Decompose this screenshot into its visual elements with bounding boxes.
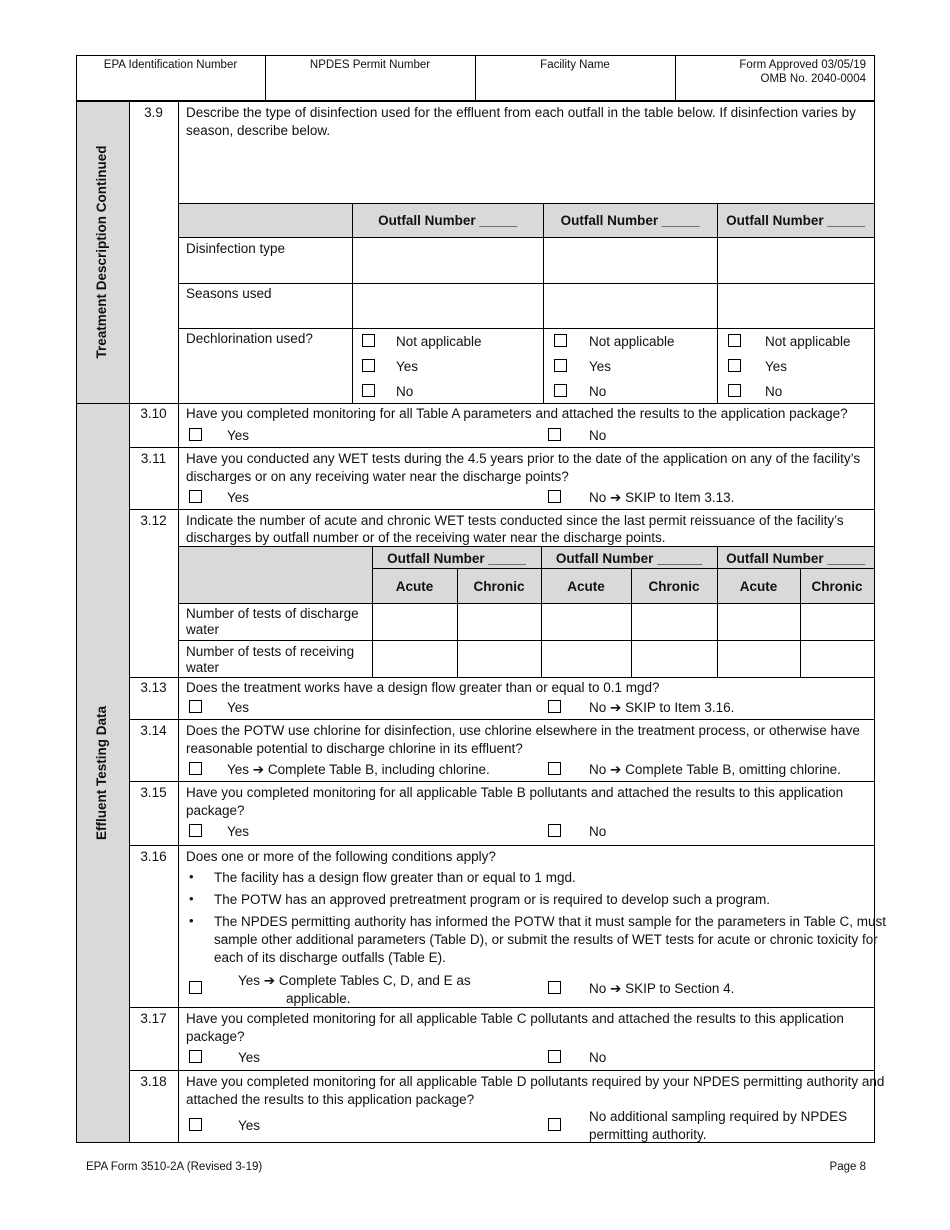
checkbox-yes[interactable] xyxy=(554,359,567,372)
option-label: Yes xyxy=(589,359,612,374)
checkbox-yes[interactable] xyxy=(189,762,202,775)
column-acute: Acute xyxy=(739,579,778,594)
question-text: attached the results to this application package? xyxy=(186,1092,475,1107)
checkbox-no[interactable] xyxy=(362,384,375,397)
option-label: No ➔ SKIP to Item 3.16. xyxy=(589,700,735,715)
checkbox-yes[interactable] xyxy=(189,428,202,441)
bullet-text: sample other additional parameters (Table D), or submit the results of WET tests for acute or chronic toxicity for xyxy=(214,932,878,947)
option-label: No ➔ SKIP to Section 4. xyxy=(589,981,735,996)
option-label: Yes xyxy=(227,490,250,505)
checkbox-no[interactable] xyxy=(548,1050,561,1063)
question-text: Have you completed monitoring for all Table A parameters and attached the results to the application package? xyxy=(186,406,848,421)
question-text: package? xyxy=(186,1029,245,1044)
bullet-text: The facility has a design flow greater than or equal to 1 mgd. xyxy=(214,870,576,885)
option-label: Yes xyxy=(765,359,788,374)
option-label: Yes xyxy=(238,1050,261,1065)
checkbox-yes[interactable] xyxy=(728,359,741,372)
column-acute: Acute xyxy=(395,579,434,594)
question-text: Does the POTW use chlorine for disinfection, use chlorine elsewhere in the treatment process, or otherwise have xyxy=(186,723,860,738)
option-label: Yes xyxy=(238,1118,261,1133)
option-label: Yes xyxy=(227,428,250,443)
checkbox-no[interactable] xyxy=(548,824,561,837)
checkbox-yes[interactable] xyxy=(189,824,202,837)
option-label: Not applicable xyxy=(396,334,482,349)
item-number: 3.17 xyxy=(140,1011,167,1026)
checkbox-no[interactable] xyxy=(548,700,561,713)
checkbox-not-applicable[interactable] xyxy=(362,334,375,347)
row-label-receiving: water xyxy=(186,660,220,675)
checkbox-no[interactable] xyxy=(548,428,561,441)
option-label: No ➔ Complete Table B, omitting chlorine. xyxy=(589,762,841,777)
checkbox-no[interactable] xyxy=(548,762,561,775)
question-text: Have you completed monitoring for all applicable Table B pollutants and attached the results to this application xyxy=(186,785,844,800)
option-label: Yes xyxy=(227,700,250,715)
checkbox-no[interactable] xyxy=(728,384,741,397)
option-label: No xyxy=(589,428,607,443)
omb-number: OMB No. 2040-0004 xyxy=(760,73,866,85)
item-number: 3.12 xyxy=(140,513,167,528)
row-label-seasons: Seasons used xyxy=(186,286,272,301)
option-label: Not applicable xyxy=(765,334,851,349)
section-title-treatment: Treatment Description Continued xyxy=(94,145,109,359)
item-number: 3.15 xyxy=(140,785,167,800)
option-label: Not applicable xyxy=(589,334,675,349)
bullet-icon: • xyxy=(189,869,194,884)
option-label: Yes xyxy=(227,824,250,839)
option-label: No xyxy=(765,384,783,399)
checkbox-yes[interactable] xyxy=(189,981,202,994)
form-approved: Form Approved 03/05/19 xyxy=(739,59,866,71)
npdes-permit-label: NPDES Permit Number xyxy=(309,59,431,71)
item-number: 3.14 xyxy=(140,723,167,738)
option-label: No additional sampling required by NPDES xyxy=(589,1109,848,1124)
item-number: 3.16 xyxy=(140,849,167,864)
checkbox-no[interactable] xyxy=(548,490,561,503)
column-acute: Acute xyxy=(567,579,605,594)
checkbox-no[interactable] xyxy=(548,1118,561,1131)
item-number: 3.9 xyxy=(144,105,163,120)
question-text: package? xyxy=(186,803,245,818)
checkbox-yes[interactable] xyxy=(189,1050,202,1063)
row-label-discharge: water xyxy=(186,622,220,637)
column-chronic: Chronic xyxy=(811,579,863,594)
outfall-number-header: Outfall Number ______ xyxy=(555,551,703,566)
outfall-number-header: Outfall Number _____ xyxy=(560,213,700,228)
bullet-text: The POTW has an approved pretreatment program or is required to develop such a program. xyxy=(214,892,771,907)
item-number: 3.11 xyxy=(140,451,167,466)
row-label-disinfection: Disinfection type xyxy=(186,241,286,256)
option-label: permitting authority. xyxy=(589,1127,707,1142)
option-label: Yes ➔ Complete Tables C, D, and E as xyxy=(238,973,471,988)
outfall-number-header: Outfall Number _____ xyxy=(387,551,526,566)
item-number: 3.18 xyxy=(140,1074,167,1089)
question-text: Does the treatment works have a design flow greater than or equal to 0.1 mgd? xyxy=(186,680,660,695)
checkbox-not-applicable[interactable] xyxy=(728,334,741,347)
checkbox-not-applicable[interactable] xyxy=(554,334,567,347)
section-title-effluent: Effluent Testing Data xyxy=(94,706,109,841)
bullet-text: The NPDES permitting authority has informed the POTW that it must sample for the parameters in Table C, must xyxy=(214,914,887,929)
option-label: Yes xyxy=(396,359,419,374)
question-text: Describe the type of disinfection used for the effluent from each outfall in the table below. If disinfection varies by xyxy=(186,105,856,120)
facility-name-label: Facility Name xyxy=(540,59,610,71)
option-label: No xyxy=(589,1050,607,1065)
question-text: Have you completed monitoring for all applicable Table D pollutants required by your NPDES permitting authority and xyxy=(186,1074,885,1089)
question-text: Does one or more of the following conditions apply? xyxy=(186,849,496,864)
epa-id-label: EPA Identification Number xyxy=(103,59,238,71)
bullet-icon: • xyxy=(189,913,194,928)
outfall-number-header: Outfall Number _____ xyxy=(726,213,865,228)
question-text: discharges by outfall number or of the receiving water near the discharge points. xyxy=(186,530,666,545)
checkbox-yes[interactable] xyxy=(362,359,375,372)
item-number: 3.13 xyxy=(140,680,167,695)
option-label: Yes ➔ Complete Table B, including chlorine. xyxy=(227,762,490,777)
checkbox-yes[interactable] xyxy=(189,700,202,713)
question-text: season, describe below. xyxy=(186,123,331,138)
row-label-discharge: Number of tests of discharge xyxy=(186,606,359,621)
option-label: No xyxy=(589,824,607,839)
row-label-receiving: Number of tests of receiving xyxy=(186,644,355,659)
question-text: discharges or on any receiving water near the discharge points? xyxy=(186,469,569,484)
bullet-icon: • xyxy=(189,891,194,906)
checkbox-yes[interactable] xyxy=(189,490,202,503)
item-number: 3.10 xyxy=(140,406,167,421)
bullet-text: each of its discharge outfalls (Table E). xyxy=(214,950,446,965)
outfall-number-header: Outfall Number _____ xyxy=(726,551,865,566)
footer-page-number: Page 8 xyxy=(829,1161,866,1173)
question-text: Have you conducted any WET tests during the 4.5 years prior to the date of the application on any of the facility’s xyxy=(186,451,861,466)
footer-form-number: EPA Form 3510-2A (Revised 3-19) xyxy=(86,1161,263,1173)
checkbox-no[interactable] xyxy=(548,981,561,994)
option-label: No ➔ SKIP to Item 3.13. xyxy=(589,490,735,505)
option-label: No xyxy=(396,384,414,399)
checkbox-no[interactable] xyxy=(554,384,567,397)
option-label: applicable. xyxy=(286,991,351,1006)
column-chronic: Chronic xyxy=(473,579,525,594)
question-text: Have you completed monitoring for all applicable Table C pollutants and attached the results to this application xyxy=(186,1011,844,1026)
column-chronic: Chronic xyxy=(648,579,700,594)
question-text: reasonable potential to discharge chlorine in its effluent? xyxy=(186,741,523,756)
checkbox-yes[interactable] xyxy=(189,1118,202,1131)
question-text: Indicate the number of acute and chronic WET tests conducted since the last permit reissuance of the facility’s xyxy=(186,513,844,528)
outfall-number-header: Outfall Number _____ xyxy=(378,213,517,228)
option-label: No xyxy=(589,384,607,399)
row-label-dechlorination: Dechlorination used? xyxy=(186,331,313,346)
